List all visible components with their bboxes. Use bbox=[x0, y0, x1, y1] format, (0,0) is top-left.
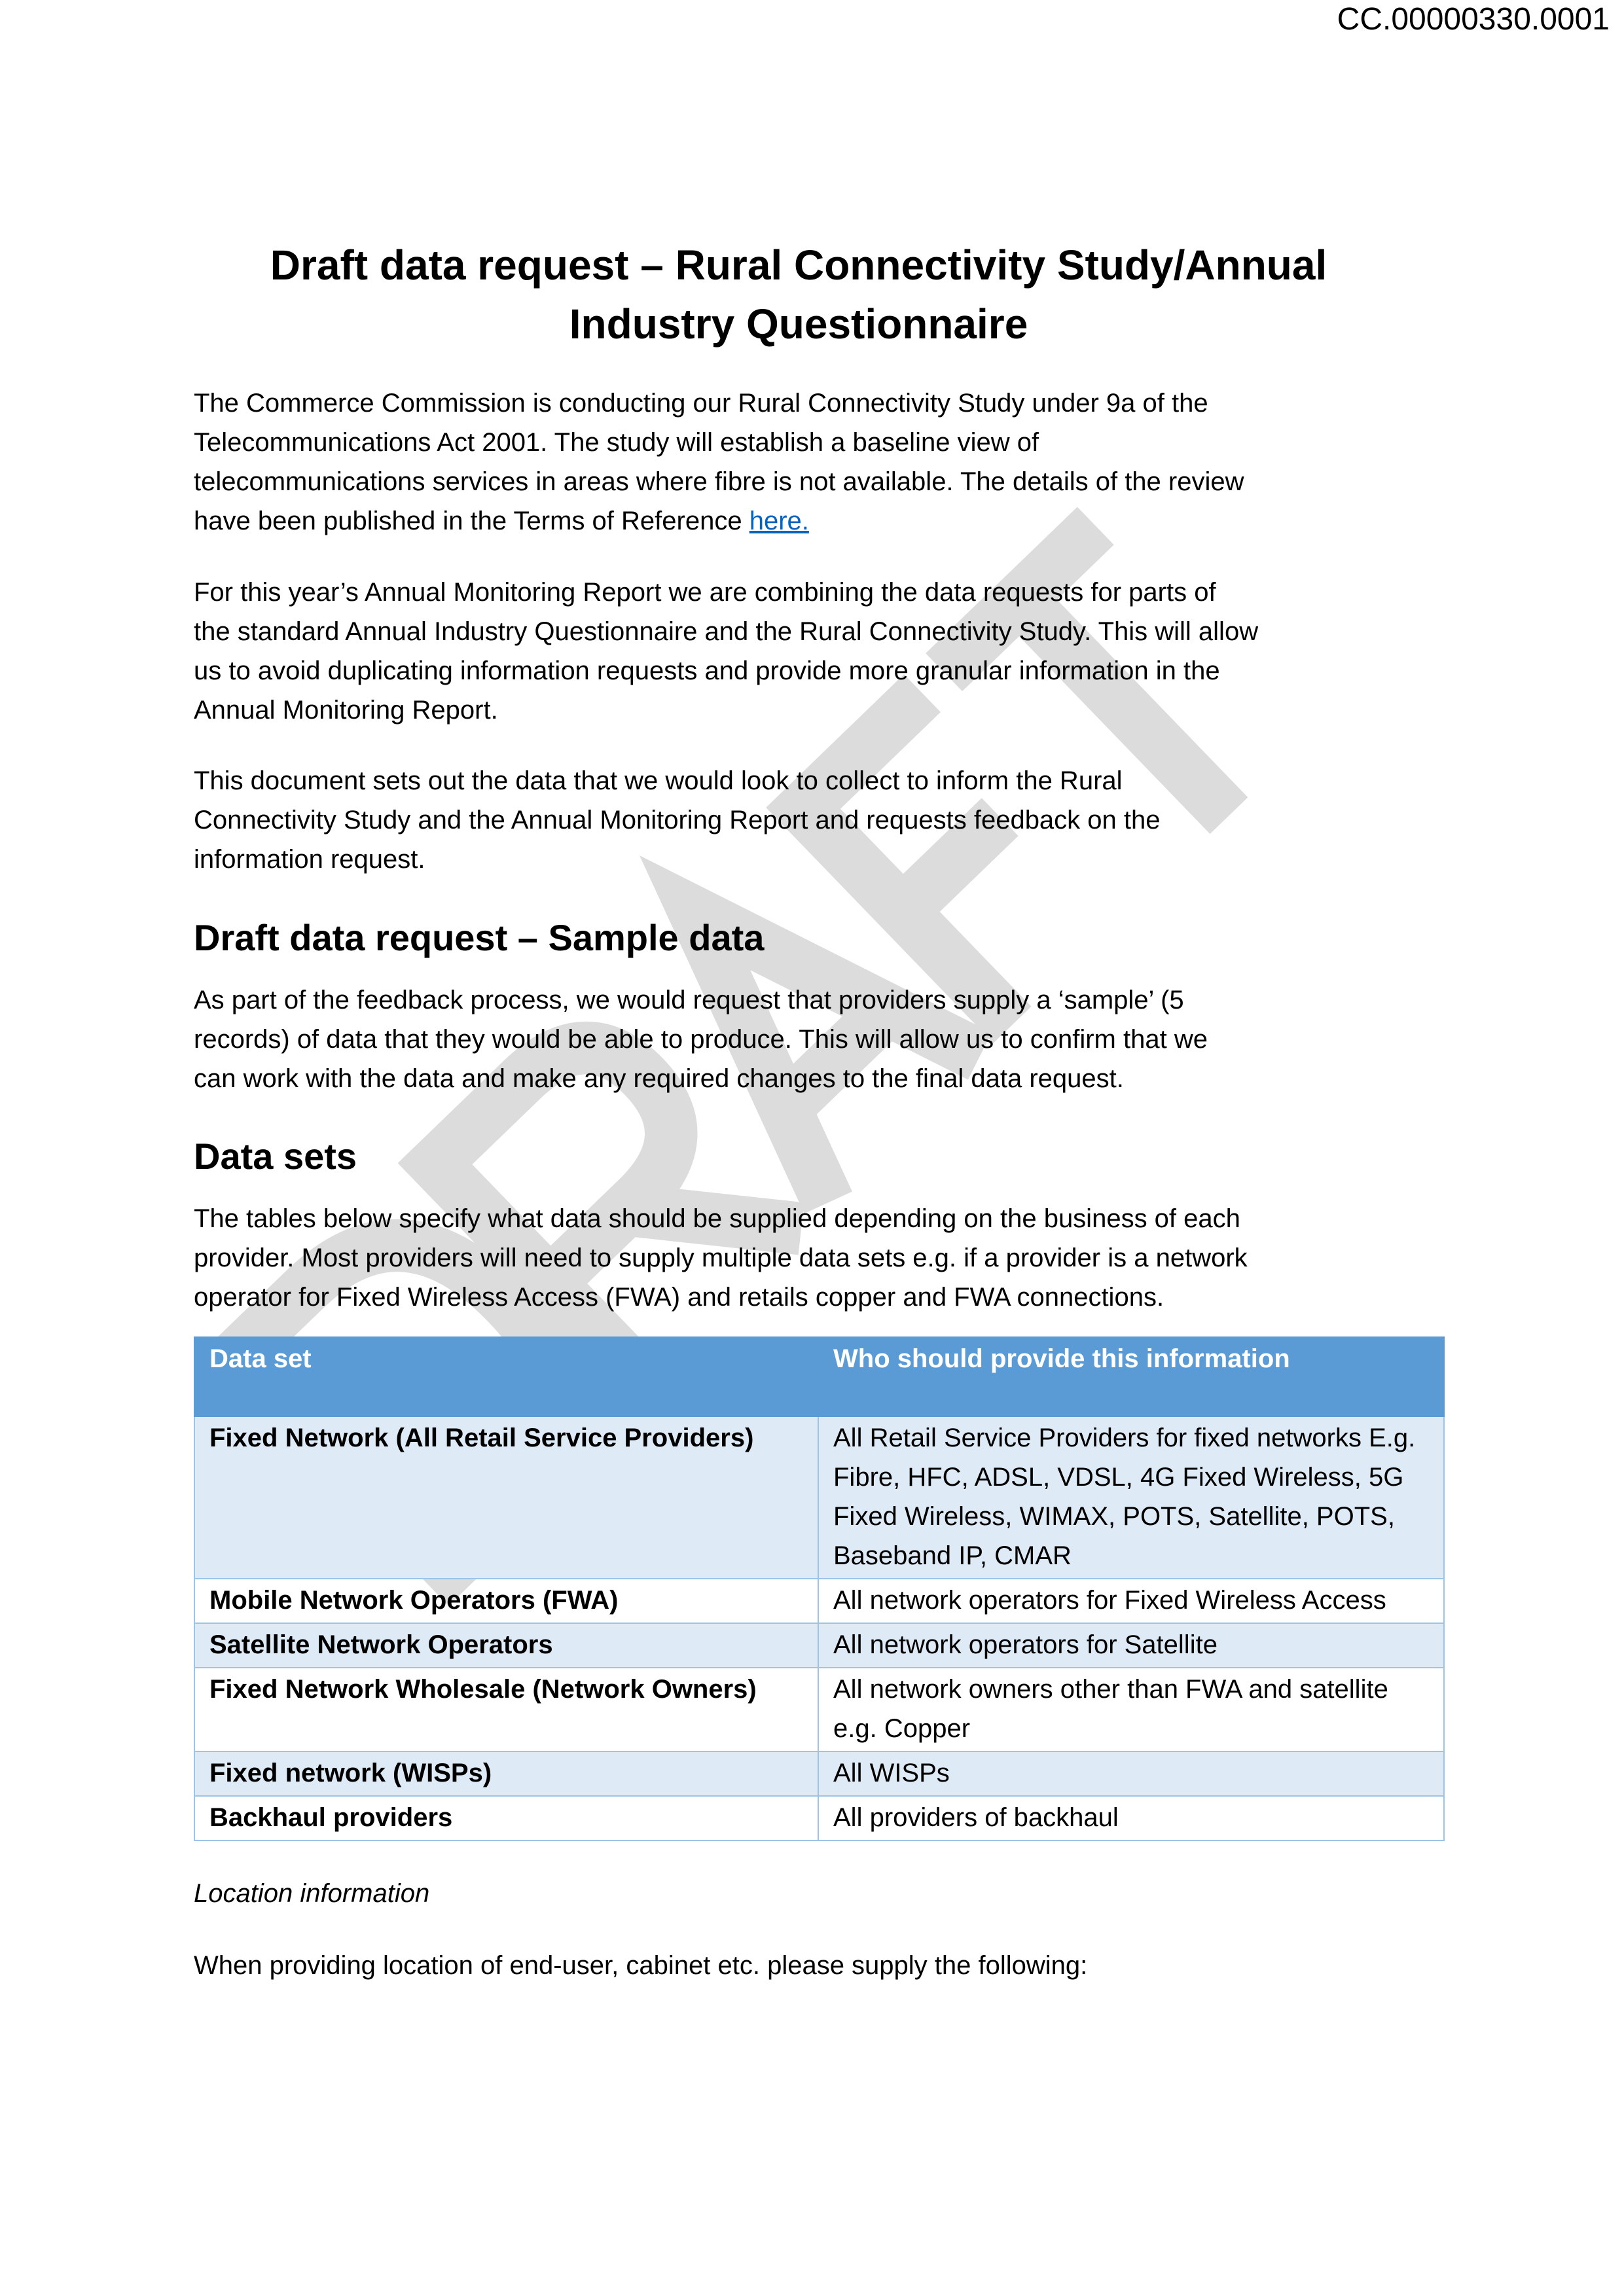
data-set-cell: Fixed Network Wholesale (Network Owners) bbox=[194, 1668, 818, 1751]
text-line: provider. Most providers will need to supply multiple data sets e.g. if a provider is a network bbox=[194, 1244, 1248, 1272]
text-line: Telecommunications Act 2001. The study will establish a baseline view of bbox=[194, 428, 1039, 457]
text-line: For this year’s Annual Monitoring Report we are combining the data requests for parts of bbox=[194, 578, 1216, 607]
provider-cell: All network operators for Fixed Wireless Access bbox=[818, 1579, 1444, 1623]
document-id-stamp: CC.00000330.0001 bbox=[1337, 2, 1610, 37]
table-row bbox=[194, 1796, 1444, 1840]
text-line: information request. bbox=[194, 845, 425, 874]
text-line: telecommunications services in areas where fibre is not available. The details of the review bbox=[194, 467, 1244, 496]
text-line: The Commerce Commission is conducting our Rural Connectivity Study under 9a of the bbox=[194, 389, 1208, 418]
text-line: As part of the feedback process, we would request that providers supply a ‘sample’ (5 bbox=[194, 986, 1184, 1014]
text-line bbox=[194, 501, 1443, 541]
heading-sample-data: Draft data request – Sample data bbox=[194, 917, 765, 958]
data-set-cell: Fixed network (WISPs) bbox=[194, 1751, 818, 1796]
text-line: Annual Monitoring Report. bbox=[194, 696, 498, 725]
text-line: operator for Fixed Wireless Access (FWA) and retails copper and FWA connections. bbox=[194, 1283, 1164, 1312]
data-set-cell: Backhaul providers bbox=[194, 1796, 818, 1840]
paragraph-document-purpose bbox=[194, 761, 1443, 879]
provider-cell: All network operators for Satellite bbox=[818, 1623, 1444, 1668]
title-line: Draft data request – Rural Connectivity Study/Annual bbox=[270, 242, 1327, 289]
data-set-cell: Satellite Network Operators bbox=[194, 1623, 818, 1668]
location-instructions: When providing location of end-user, cabinet etc. please supply the following: bbox=[194, 1951, 1088, 1980]
provider-cell: All WISPs bbox=[818, 1751, 1444, 1796]
text-line: Connectivity Study and the Annual Monitoring Report and requests feedback on the bbox=[194, 806, 1161, 834]
text-line: us to avoid duplicating information requests and provide more granular information in the bbox=[194, 656, 1220, 685]
text-line: records) of data that they would be able to produce. This will allow us to confirm that we bbox=[194, 1025, 1208, 1054]
location-information-heading: Location information bbox=[194, 1879, 430, 1908]
text-line: can work with the data and make any required changes to the final data request. bbox=[194, 1064, 1124, 1093]
data-set-cell: Mobile Network Operators (FWA) bbox=[194, 1579, 818, 1623]
heading-data-sets: Data sets bbox=[194, 1136, 357, 1177]
text-line: the standard Annual Industry Questionnaire and the Rural Connectivity Study. This will allow bbox=[194, 617, 1259, 646]
page-title bbox=[0, 236, 1597, 353]
data-set-cell: Fixed Network (All Retail Service Providers) bbox=[194, 1416, 818, 1579]
paragraph-annual-report bbox=[194, 573, 1443, 730]
data-sets-table bbox=[194, 1336, 1445, 1841]
provider-cell: All Retail Service Providers for fixed networks E.g. Fibre, HFC, ADSL, VDSL, 4G Fixed Wireless, 5G Fixed Wireless, WIMAX, POTS, Satellite, POTS, Baseband IP, CMAR bbox=[818, 1416, 1444, 1579]
provider-cell: All providers of backhaul bbox=[818, 1796, 1444, 1840]
title-line: Industry Questionnaire bbox=[569, 300, 1028, 348]
table-row bbox=[194, 1416, 1444, 1579]
table-header-row bbox=[194, 1337, 1444, 1416]
table-row bbox=[194, 1668, 1444, 1751]
table-row bbox=[194, 1623, 1444, 1668]
intro-paragraph bbox=[194, 384, 1443, 541]
paragraph-data-sets bbox=[194, 1199, 1443, 1317]
table-row bbox=[194, 1751, 1444, 1796]
column-header-data-set: Data set bbox=[194, 1337, 818, 1416]
column-header-who-provides: Who should provide this information bbox=[818, 1337, 1444, 1416]
table-row bbox=[194, 1579, 1444, 1623]
text-span: have been published in the Terms of Reference bbox=[194, 507, 749, 535]
provider-cell: All network owners other than FWA and satellite e.g. Copper bbox=[818, 1668, 1444, 1751]
text-line: The tables below specify what data should be supplied depending on the business of each bbox=[194, 1204, 1240, 1233]
terms-of-reference-link[interactable]: here. bbox=[749, 507, 809, 535]
text-line: This document sets out the data that we would look to collect to inform the Rural bbox=[194, 766, 1123, 795]
paragraph-sample-data bbox=[194, 980, 1443, 1098]
